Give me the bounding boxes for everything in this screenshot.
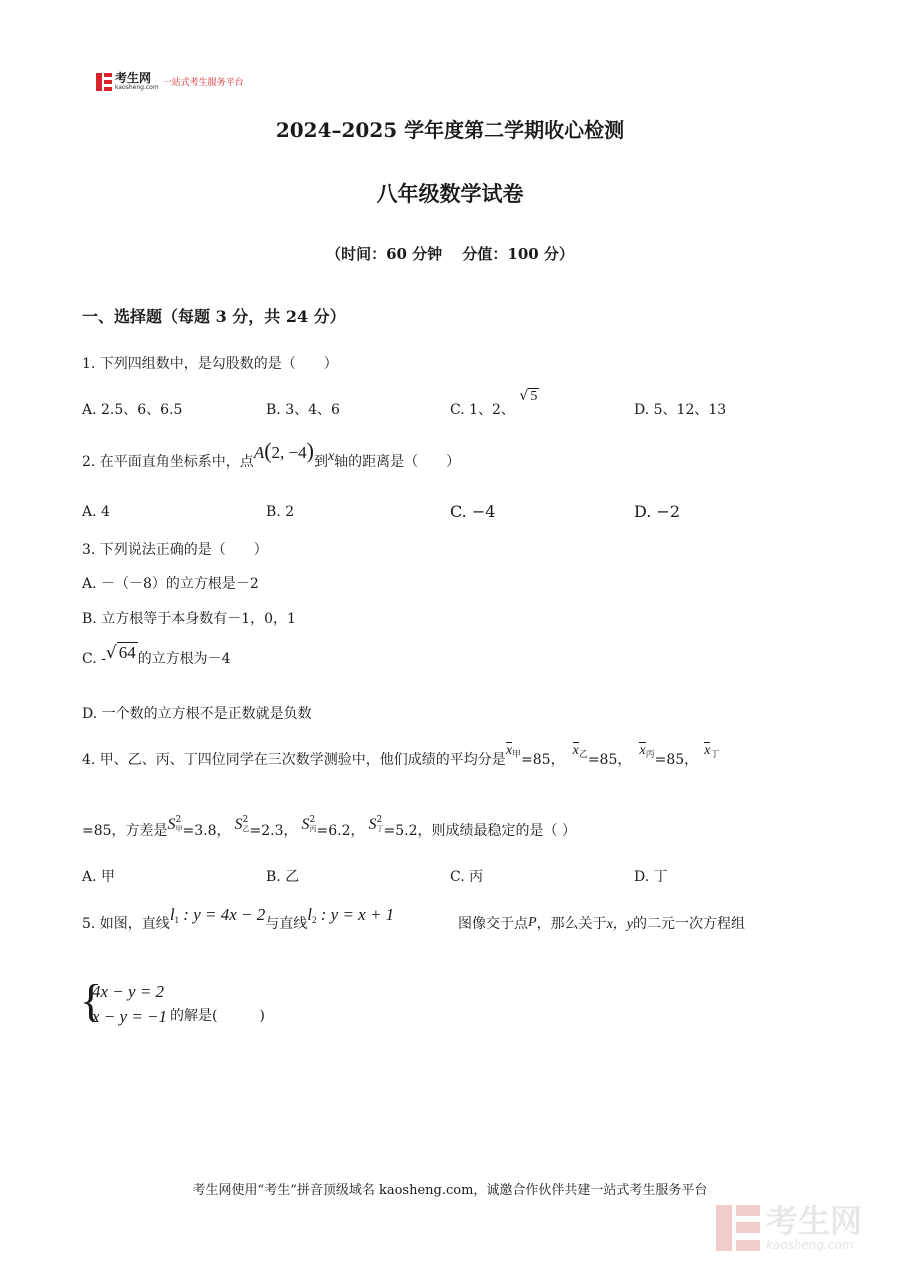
variance-s: S xyxy=(301,816,310,833)
q3-option-c-radicand: 64 xyxy=(118,643,136,662)
q2-option-a: A. 4 xyxy=(82,504,110,520)
q2-option-c: C. −4 xyxy=(450,502,496,521)
q5-l1-equation: : y = 4x − 2 xyxy=(179,905,266,924)
q2-paren-close: ) xyxy=(306,438,314,463)
square-mark: 2 xyxy=(309,815,316,825)
q1-option-b: B. 3、4、6 xyxy=(266,402,340,418)
q4-text-1: 4. 甲、乙、丙、丁四位同学在三次数学测验中，他们成绩的平均分是 xyxy=(82,752,506,768)
q3-option-c-text: 的立方根为－4 xyxy=(137,651,231,667)
q4-variance-1 xyxy=(168,817,183,833)
equation-2: x − y = −1 xyxy=(92,1007,168,1026)
logo-domain: kaosheng.com xyxy=(115,84,159,91)
mean-x: x xyxy=(639,743,646,758)
watermark-logo-icon xyxy=(716,1205,760,1251)
q2-coordinates: 2, −4 xyxy=(271,443,307,462)
q2-point-label: A xyxy=(253,443,265,462)
logo-name: 考生网 xyxy=(115,71,152,85)
header-logo xyxy=(96,72,244,91)
q4-mean-3-value: =85， xyxy=(654,752,699,768)
q4-name-2: 乙 xyxy=(578,750,588,760)
q5-l1-subscript: 1 xyxy=(174,915,180,925)
watermark-domain: kaosheng.com xyxy=(766,1238,854,1252)
q2-text-3: 轴的距离是（ ） xyxy=(334,454,461,470)
watermark xyxy=(716,1204,862,1252)
mean-x: x xyxy=(572,743,579,758)
q4-variance-name-1: 甲 xyxy=(175,825,183,833)
variance-s: S xyxy=(234,816,243,833)
q4-variance-name-2: 乙 xyxy=(242,825,250,833)
q5-l2-symbol: l xyxy=(307,905,312,924)
q4-variance-3 xyxy=(302,817,317,833)
q4-variance-name-4: 丁 xyxy=(376,825,384,833)
q4-option-d: D. 丁 xyxy=(634,869,668,885)
q5-line-1 xyxy=(169,905,266,925)
question-4-stem-line-1 xyxy=(82,743,720,770)
q1-option-a: A. 2.5、6、6.5 xyxy=(82,402,183,418)
variance-s: S xyxy=(167,816,176,833)
q5-l2-equation: : y = x + 1 xyxy=(316,905,395,924)
q4-variance-4 xyxy=(369,817,384,833)
q4-mean-1 xyxy=(506,742,521,758)
square-mark: 2 xyxy=(175,815,182,825)
q2-axis: x xyxy=(327,449,335,464)
q5-text-2: 与直线 xyxy=(265,916,308,932)
q1-option-c-text: C. 1、2、 xyxy=(450,402,515,418)
question-4-stem-line-2 xyxy=(82,815,576,840)
q5-variables: x，y xyxy=(606,917,633,932)
q1-option-c-radicand: 5 xyxy=(530,389,538,404)
question-2-stem xyxy=(82,438,461,472)
q4-option-c: C. 丙 xyxy=(450,869,484,885)
q4-name-4: 丁 xyxy=(710,750,720,760)
q4-mean-4 xyxy=(704,742,719,758)
q2-option-b: B. 2 xyxy=(266,504,295,520)
q5-tail: 的解是( ) xyxy=(170,1008,265,1024)
variance-s: S xyxy=(368,816,377,833)
q5-text-4: ，那么关于 xyxy=(536,916,607,932)
q4-variance-2-value: =2.3， xyxy=(249,823,298,839)
q1-option-d: D. 5、12、13 xyxy=(634,402,727,418)
q4-mean-3 xyxy=(639,742,654,758)
q4-variance-2 xyxy=(235,817,250,833)
q5-l2-subscript: 2 xyxy=(311,915,317,925)
logo-icon xyxy=(96,73,112,91)
exam-title: 2024–2025 学年度第二学期收心检测 xyxy=(275,118,625,142)
q4-variance-3-value: =6.2， xyxy=(316,823,365,839)
q2-text-1: 2. 在平面直角坐标系中，点 xyxy=(82,454,254,470)
q3-option-a: A. －（－8）的立方根是－2 xyxy=(82,576,259,592)
mean-x: x xyxy=(704,743,711,758)
q5-text-3: 图像交于点 xyxy=(458,916,528,932)
footer-text: 考生网使用“考生”拼音顶级域名 kaosheng.com，诚邀合作伙伴共建一站式考生服务平台 xyxy=(192,1183,708,1198)
q4-variance-1-marks xyxy=(176,816,183,834)
question-3-stem: 3. 下列说法正确的是（ ） xyxy=(82,542,268,558)
q4-mean-2 xyxy=(573,742,588,758)
q4-text-2: =85，方差是 xyxy=(82,823,168,839)
q5-text-5: 的二元一次方程组 xyxy=(633,916,745,932)
question-5-stem-end xyxy=(458,913,745,933)
sqrt-symbol: √ 5 xyxy=(519,388,538,404)
q5-point-p: P xyxy=(528,915,537,930)
logo-text xyxy=(115,72,159,91)
question-1-stem: 1. 下列四组数中，是勾股数的是（ ） xyxy=(82,356,338,372)
q4-variance-3-marks xyxy=(310,816,317,834)
q1-option-c xyxy=(450,388,539,419)
q4-option-a: A. 甲 xyxy=(82,869,116,885)
q4-variance-2-marks xyxy=(243,816,250,834)
q3-option-b: B. 立方根等于本身数有－1，0，1 xyxy=(82,611,296,627)
watermark-name: 考生网 xyxy=(766,1202,863,1240)
q2-option-d: D. −2 xyxy=(634,502,681,521)
q4-mean-1-value: =85， xyxy=(521,752,565,768)
square-mark: 2 xyxy=(242,815,249,825)
q3-option-c xyxy=(82,643,231,668)
exam-subtitle: 八年级数学试卷 xyxy=(376,181,524,206)
q2-text-2: 到 xyxy=(313,454,328,470)
q5-line-2 xyxy=(307,905,395,925)
mean-x: x xyxy=(505,743,513,758)
q3-option-d: D. 一个数的立方根不是正数就是负数 xyxy=(82,706,312,722)
q4-variance-4-value: =5.2，则成绩最稳定的是（ ） xyxy=(383,823,576,839)
question-5-stem-start xyxy=(82,905,395,933)
q2-paren-open: ( xyxy=(264,438,272,463)
q4-mean-2-value: =85， xyxy=(587,752,632,768)
section-heading: 一、选择题（每题 3 分，共 24 分） xyxy=(82,307,346,326)
square-mark: 2 xyxy=(376,815,383,825)
q5-l1-symbol: l xyxy=(169,905,175,924)
q4-variance-1-value: =3.8， xyxy=(182,823,231,839)
q4-variance-name-3: 丙 xyxy=(309,825,317,833)
exam-time-score: （时间：60 分钟 分值：100 分） xyxy=(326,245,574,263)
q4-name-1: 甲 xyxy=(512,750,522,760)
watermark-text xyxy=(766,1204,862,1252)
q4-variance-4-marks xyxy=(377,816,384,834)
q4-name-3: 丙 xyxy=(645,750,655,760)
brace-symbol: { xyxy=(80,975,103,1026)
logo-slogan: 一站式考生服务平台 xyxy=(162,78,244,88)
q3-option-c-label: C. - xyxy=(82,651,106,667)
equation-1: 4x − y = 2 xyxy=(92,982,165,1001)
q5-text-1: 5. 如图，直线 xyxy=(82,916,170,932)
sqrt-symbol: √ 64 xyxy=(105,643,136,663)
q4-option-b: B. 乙 xyxy=(266,869,300,885)
